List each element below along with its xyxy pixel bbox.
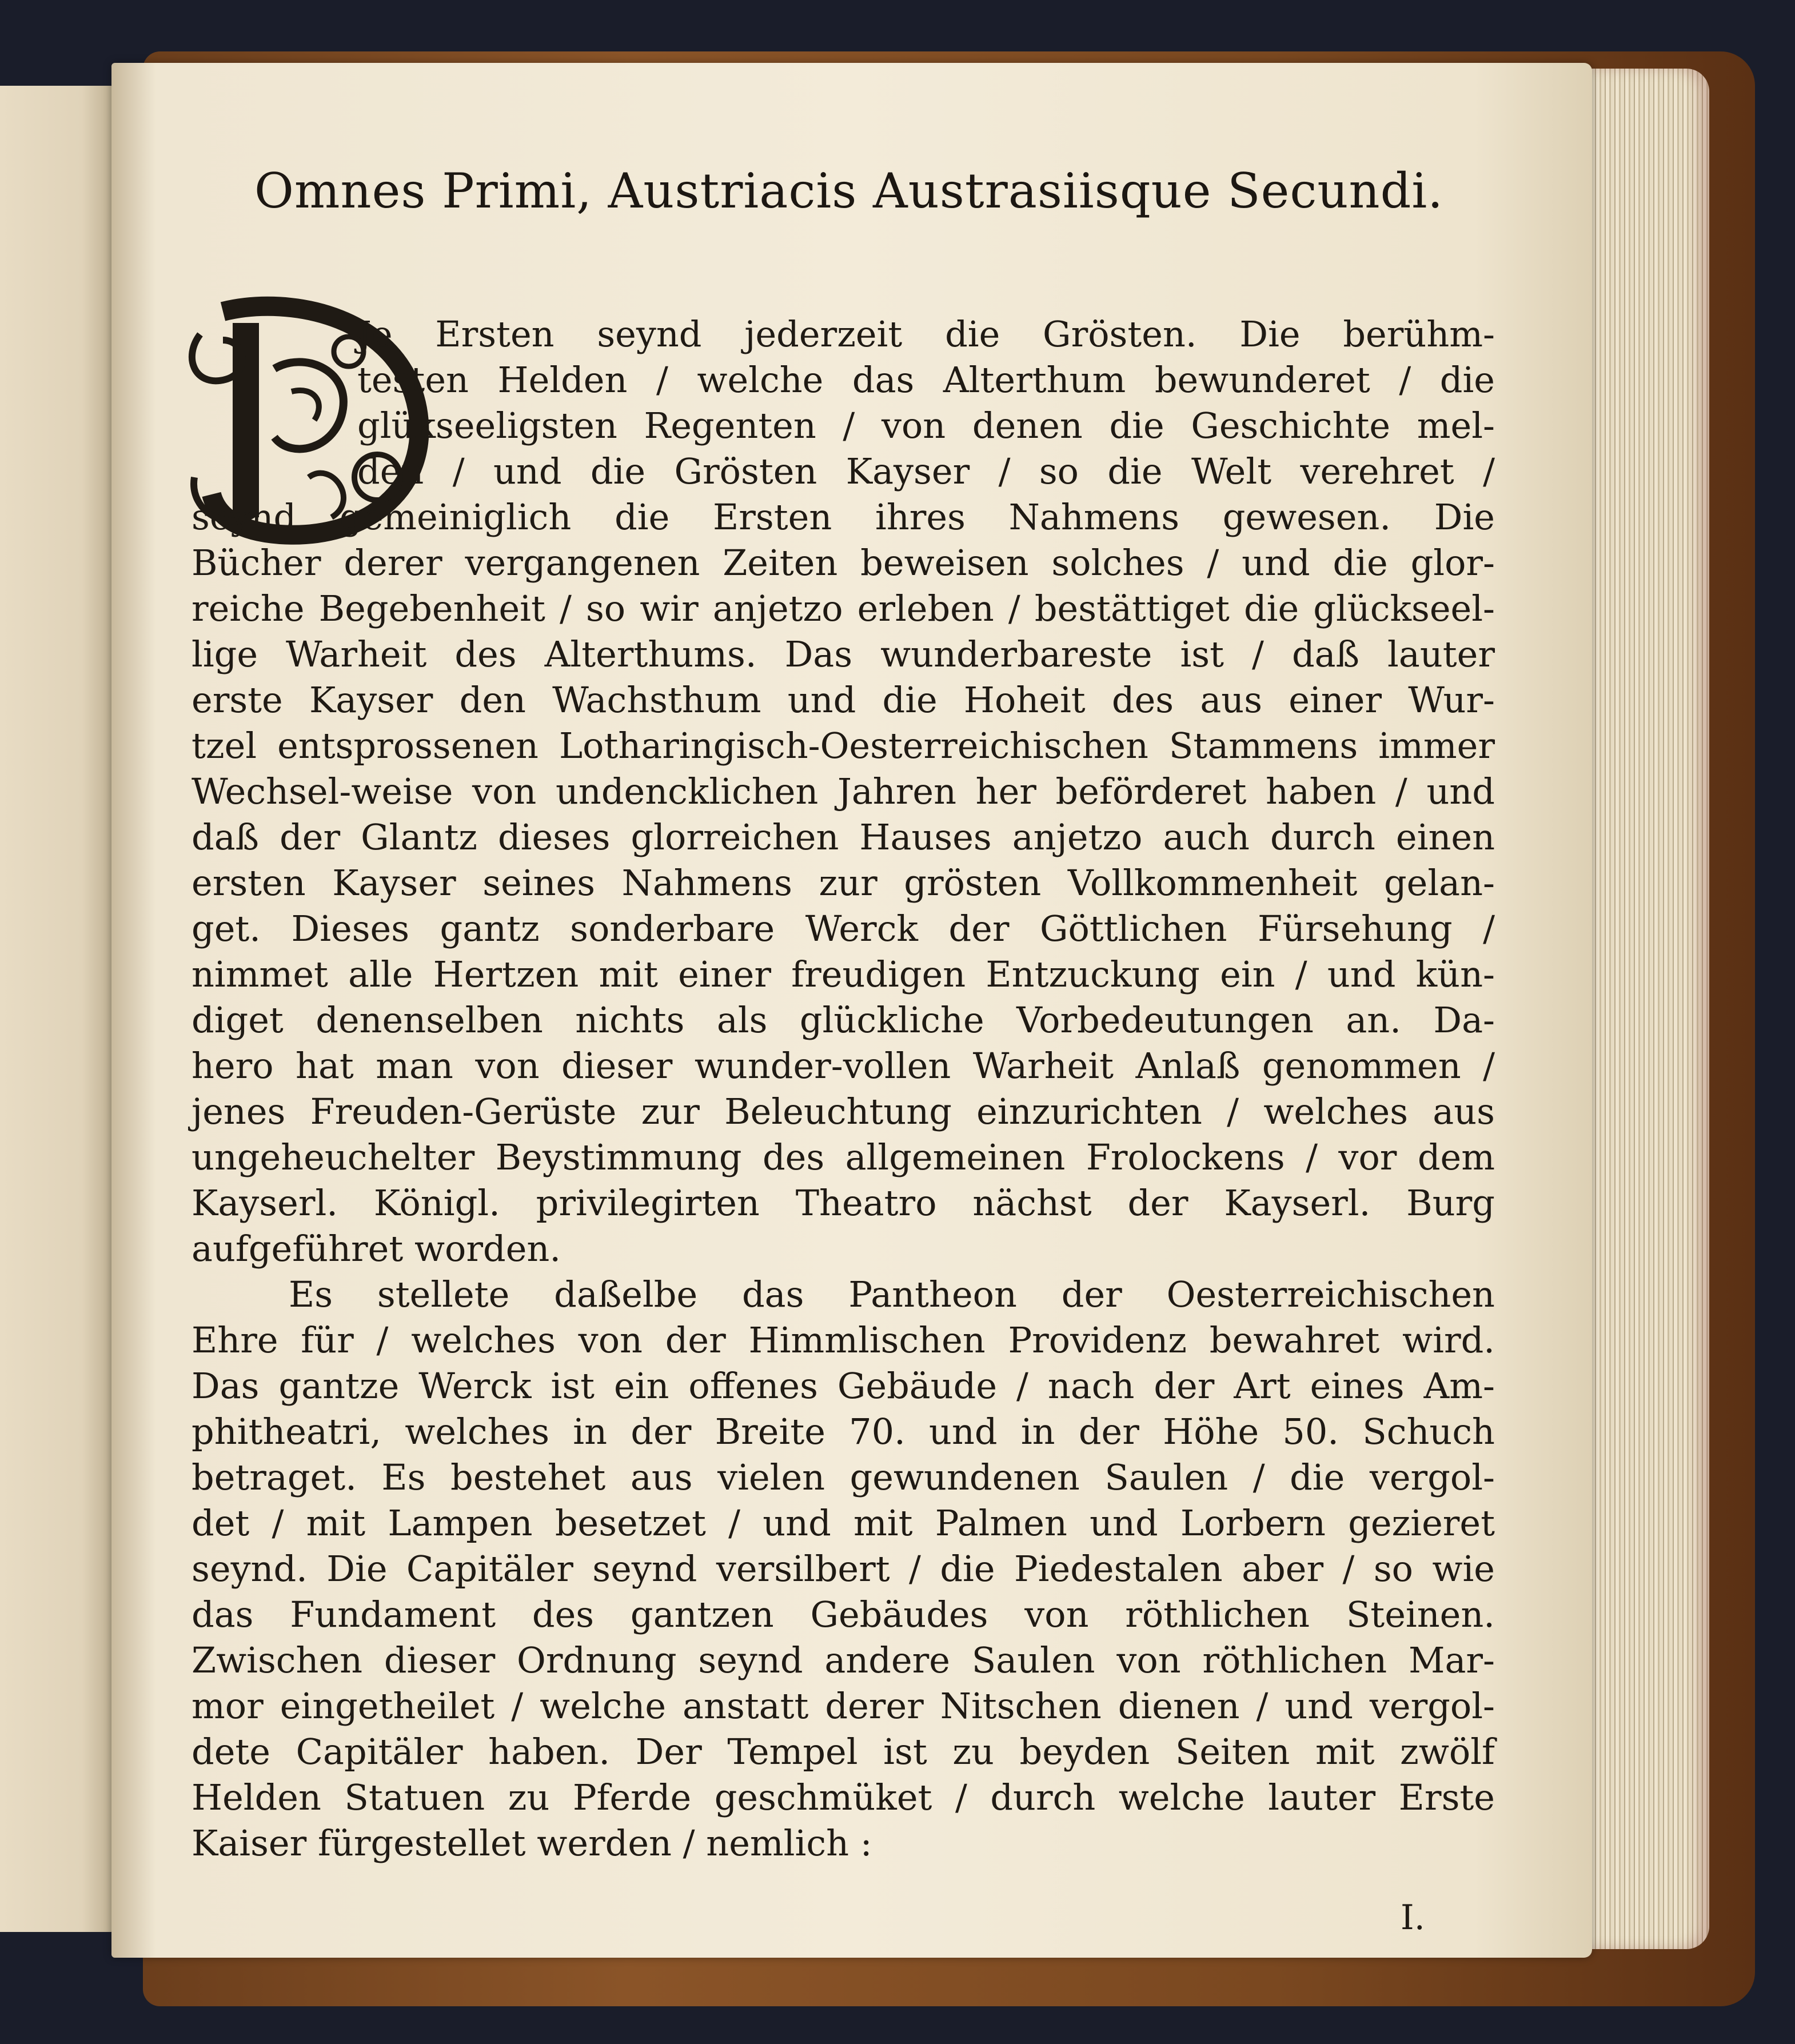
text-line: seynd gemeiniglich die Ersten ihres Nahmens gewesen. Die [192,496,1495,538]
text-line: hero hat man von dieser wunder-vollen Warheit Anlaß genommen / [192,1045,1495,1087]
text-line: dete Capitäler haben. Der Tempel ist zu beyden Seiten mit zwölf [192,1731,1495,1772]
text-line: ungeheuchelter Beystimmung des allgemeinen Frolockens / vor dem [192,1136,1495,1178]
text-line: Wechsel-weise von undencklichen Jahren her beförderet haben / und [192,771,1495,812]
text-line: testen Helden / welche das Alterthum bewunderet / die [357,359,1495,401]
text-line: den / und die Grösten Kayser / so die Welt verehret / [357,450,1495,492]
text-line: aufgeführet worden. [192,1228,561,1269]
text-line: nimmet alle Hertzen mit einer freudigen Entzuckung ein / und kün- [192,953,1495,995]
text-line: get. Dieses gantz sonderbare Werck der Göttlichen Fürsehung / [192,908,1495,949]
text-line: Kayserl. Königl. privilegirten Theatro nächst der Kayserl. Burg [192,1182,1495,1224]
text-line: det / mit Lampen besetzet / und mit Palmen und Lorbern gezieret [192,1502,1495,1544]
text-line: daß der Glantz dieses glorreichen Hauses anjetzo auch durch einen [192,816,1495,858]
text-line: Das gantze Werck ist ein offenes Gebäude / nach der Art eines Am- [192,1365,1495,1407]
text-line: das Fundament des gantzen Gebäudes von röthlichen Steinen. [192,1594,1495,1635]
text-line: mor eingetheilet / welche anstatt derer Nitschen dienen / und vergol- [192,1685,1495,1727]
text-line: glükseeligsten Regenten / von denen die Geschichte mel- [357,405,1495,446]
text-line: Es stellete daßelbe das Pantheon der Oesterreichischen [289,1273,1495,1315]
text-line: Ehre für / welches von der Himmlischen Providenz bewahret wird. [192,1319,1495,1361]
text-line: Kaiser fürgestellet werden / nemlich : [192,1822,872,1864]
text-line: seynd. Die Capitäler seynd versilbert / die Piedestalen aber / so wie [192,1548,1495,1590]
text-line: Je Ersten seynd jederzeit die Grösten. Die berühm- [357,313,1495,355]
text-line: lige Warheit des Alterthums. Das wunderbareste ist / daß lauter [192,633,1495,675]
catchword: I. [1401,1898,1425,1938]
text-line: tzel entsprossenen Lotharingisch-Oesterreichischen Stammens immer [192,725,1495,766]
text-line: jenes Freuden-Gerüste zur Beleuchtung einzurichten / welches aus [192,1091,1495,1132]
text-line: diget denenselben nichts als glückliche Vorbedeutungen an. Da- [192,999,1495,1041]
text-line: phitheatri, welches in der Breite 70. und in der Höhe 50. Schuch [192,1411,1495,1452]
left-page-edge [0,86,117,1932]
text-line: Helden Statuen zu Pferde geschmüket / durch welche lauter Erste [192,1776,1495,1818]
book-page [111,63,1592,1958]
text-line: reiche Begebenheit / so wir anjetzo erleben / bestättiget die glückseel- [192,588,1495,629]
text-line: Zwischen dieser Ordnung seynd andere Saulen von röthlichen Mar- [192,1639,1495,1681]
text-line: erste Kayser den Wachsthum und die Hoheit des aus einer Wur- [192,679,1495,721]
text-line: ersten Kayser seines Nahmens zur grösten Vollkommenheit gelan- [192,862,1495,904]
text-line: betraget. Es bestehet aus vielen gewundenen Saulen / die vergol- [192,1456,1495,1498]
text-line: Bücher derer vergangenen Zeiten beweisen solches / und die glor- [192,542,1495,584]
page-heading: Omnes Primi, Austriacis Austrasiisque Secundi. [254,163,1443,219]
